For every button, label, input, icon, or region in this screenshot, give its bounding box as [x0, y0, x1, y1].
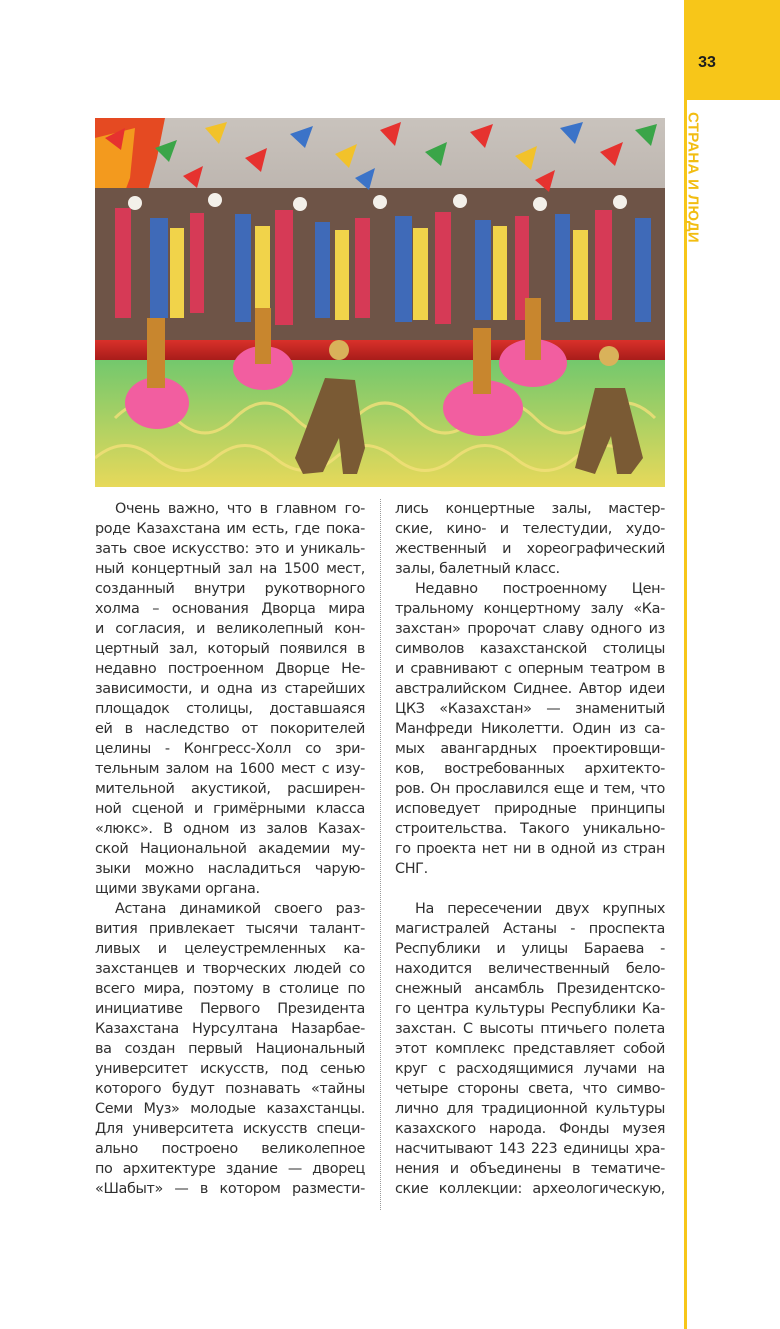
text-line: Астана динамикой своего раз-	[115, 901, 365, 917]
text-line: всего мира, поэтому в столице по	[95, 981, 365, 997]
text-line: символов казахстанской столицы	[395, 641, 665, 657]
text-line: магистралей Астаны - проспекта	[395, 921, 665, 937]
text-line: ские, кино- и телестудии, худо-	[395, 521, 665, 537]
text-line: насчитывают 143 223 единицы хра-	[395, 1141, 665, 1157]
text-line: Недавно построенному Цен-	[415, 581, 665, 597]
text-line: «Шабыт» — в котором размести-	[95, 1181, 365, 1197]
text-line: этот комплекс представляет собой	[395, 1041, 665, 1057]
text-line: ной сценой и гримёрными класса	[95, 801, 365, 817]
text-line: цертный зал, который появился в	[95, 641, 365, 657]
text-line: зависимости, и одна из старейших	[95, 681, 365, 697]
text-line: жественный и хореографический	[395, 541, 665, 557]
text-line: мых авангардных проектировщи-	[395, 741, 665, 757]
text-line: по архитектуре здание — дворец	[95, 1161, 365, 1177]
page-number-tab	[684, 0, 780, 100]
text-line: ской Национальной академии му-	[95, 841, 365, 857]
text-line: ально построено великолепное	[95, 1141, 365, 1157]
text-line: зать свое искусство: это и уникаль-	[95, 541, 365, 557]
text-line: Для университета искусств специ-	[95, 1121, 365, 1137]
text-line: мительной акустикой, расширен-	[95, 781, 365, 797]
text-line: го центра культуры Республики Ка-	[395, 1001, 665, 1017]
right-text-column	[395, 499, 665, 1199]
text-line: и согласия, и великолепный кон-	[95, 621, 365, 637]
text-line: роде Казахстана им есть, где пока-	[95, 521, 365, 537]
section-title: СТРАНА И ЛЮДИ	[684, 112, 702, 243]
text-line: ный концертный зал на 1500 мест,	[95, 561, 365, 577]
text-line: Республики и улицы Бараева -	[395, 941, 665, 957]
text-line: и сравнивают с оперным театром в	[395, 661, 665, 677]
text-line: созданный внутри рукотворного	[95, 581, 365, 597]
text-line: нения и объединены в тематиче-	[395, 1161, 665, 1177]
text-line: лись концертные залы, мастер-	[395, 501, 665, 517]
text-line: зыки можно насладиться чарую-	[95, 861, 365, 877]
page-number: 33	[698, 54, 716, 71]
text-line: го проекта нет ни в одной из стран	[395, 841, 665, 857]
left-text-column	[95, 499, 365, 1199]
text-line: ва создан первый Национальный	[95, 1041, 365, 1057]
text-line: австралийском Сиднее. Автор идеи	[395, 681, 665, 697]
text-line: круг с расходящимися лучами на	[395, 1061, 665, 1077]
text-line: «люкс». В одном из залов Казах-	[95, 821, 365, 837]
text-line: холма – основания Дворца мира	[95, 601, 365, 617]
text-line: инициативе Первого Президента	[95, 1001, 365, 1017]
text-line: ливых и целеустремленных ка-	[95, 941, 365, 957]
text-line: исповедует природные принципы	[395, 801, 665, 817]
folk-dance-photo	[95, 118, 665, 487]
text-line: Семи Муз» молодые казахстанцы.	[95, 1101, 365, 1117]
text-line: Очень важно, что в главном го-	[115, 501, 365, 517]
text-line: ров. Он прославился еще и тем, что	[395, 781, 665, 797]
text-line: снежный ансамбль Президентско-	[395, 981, 665, 997]
text-line: ков, востребованных архитекто-	[395, 761, 665, 777]
text-line: площадок столицы, доставшаяся	[95, 701, 365, 717]
text-line: четыре стороны света, что симво-	[395, 1081, 665, 1097]
column-divider	[380, 499, 381, 1210]
text-line: Манфреди Николетти. Один из са-	[395, 721, 665, 737]
text-line: захстан. С высоты птичьего полета	[395, 1021, 665, 1037]
text-line: вития привлекает тысячи талант-	[95, 921, 365, 937]
text-line: СНГ.	[395, 861, 428, 877]
text-line: захстанцев и творческих людей со	[95, 961, 365, 977]
text-line: тральному концертному залу «Ка-	[395, 601, 665, 617]
text-line: залы, балетный класс.	[395, 561, 560, 577]
text-line: ей в наследство от покорителей	[95, 721, 365, 737]
text-line: захстан» пророчат славу одного из	[395, 621, 665, 637]
text-line: университет искусств, под сенью	[95, 1061, 365, 1077]
text-line: находится величественный бело-	[395, 961, 665, 977]
text-line: казахского народа. Фонды музея	[395, 1121, 665, 1137]
text-line: лично для традиционной культуры	[395, 1101, 665, 1117]
text-line: ЦКЗ «Казахстан» — знаменитый	[395, 701, 665, 717]
text-line: щими звуками органа.	[95, 881, 260, 897]
text-line: тельным залом на 1600 мест с изу-	[95, 761, 365, 777]
text-line: ские коллекции: археологическую,	[395, 1181, 665, 1197]
text-line: целины - Конгресс-Холл со зри-	[95, 741, 365, 757]
paragraph-gap	[395, 879, 665, 899]
text-line: строительства. Такого уникально-	[395, 821, 665, 837]
text-line: Казахстана Нурсултана Назарбае-	[95, 1021, 365, 1037]
text-line: недавно построенном Дворце Не-	[95, 661, 365, 677]
text-line: На пересечении двух крупных	[415, 901, 665, 917]
text-line: которого будут познавать «тайны	[95, 1081, 365, 1097]
